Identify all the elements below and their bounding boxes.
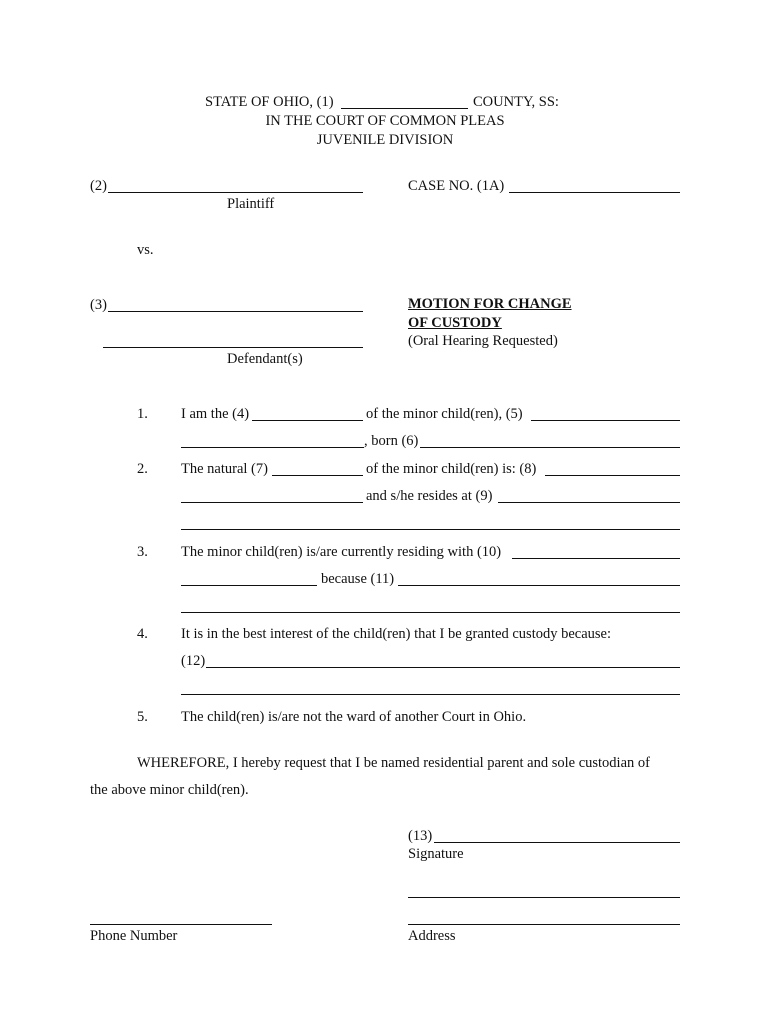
item2-text-c: and s/he resides at (9)	[366, 488, 493, 504]
plaintiff-field[interactable]	[108, 192, 363, 193]
best-interest-field[interactable]	[206, 667, 680, 668]
item3-text-a: The minor child(ren) is/are currently residing with (10)	[181, 544, 502, 560]
motion-subtitle: (Oral Hearing Requested)	[408, 333, 558, 349]
signature-number: (13)	[408, 828, 433, 844]
address-label: Address	[408, 928, 456, 944]
reason-field-2[interactable]	[181, 612, 680, 613]
case-no-label: CASE NO. (1A)	[408, 178, 505, 194]
state-suffix: COUNTY, SS:	[473, 94, 559, 110]
item5-text-a: The child(ren) is/are not the ward of another Court in Ohio.	[181, 709, 527, 725]
wherefore-line1: WHEREFORE, I hereby request that I be named residential parent and sole custodian of	[137, 755, 650, 771]
phone-label: Phone Number	[90, 928, 178, 944]
phone-field[interactable]	[90, 924, 272, 925]
residence-field[interactable]	[498, 502, 680, 503]
division-name: JUVENILE DIVISION	[316, 132, 454, 148]
plaintiff-number: (2)	[90, 178, 107, 194]
current-residence-field-2[interactable]	[181, 585, 317, 586]
versus-text: vs.	[137, 242, 154, 258]
other-parent-name-field-2[interactable]	[181, 502, 363, 503]
defendant-field[interactable]	[108, 311, 363, 312]
item3-text-b: because (11)	[321, 571, 395, 587]
signature-field[interactable]	[434, 842, 680, 843]
address-field-2[interactable]	[408, 924, 680, 925]
address-field[interactable]	[408, 897, 680, 898]
birth-date-field[interactable]	[420, 447, 680, 448]
best-interest-field-2[interactable]	[181, 694, 680, 695]
item2-text-b: of the minor child(ren) is: (8)	[366, 461, 537, 477]
item-number: 4.	[137, 626, 148, 642]
item-number: 1.	[137, 406, 148, 422]
motion-title-line1: MOTION FOR CHANGE	[408, 296, 572, 312]
child-name-field[interactable]	[531, 420, 680, 421]
signature-label: Signature	[408, 846, 464, 862]
item1-text-a: I am the (4)	[181, 406, 250, 422]
item-number: 3.	[137, 544, 148, 560]
county-field[interactable]	[341, 108, 468, 109]
item4-text-a: It is in the best interest of the child(ren) that I be granted custody because:	[181, 626, 612, 642]
item1-text-c: , born (6)	[364, 433, 419, 449]
item1-text-b: of the minor child(ren), (5)	[366, 406, 523, 422]
current-residence-field[interactable]	[512, 558, 680, 559]
item4-text-b: (12)	[181, 653, 206, 669]
residence-field-2[interactable]	[181, 529, 680, 530]
wherefore-line2: the above minor child(ren).	[90, 782, 249, 798]
item-number: 5.	[137, 709, 148, 725]
reason-field[interactable]	[398, 585, 680, 586]
plaintiff-label: Plaintiff	[227, 196, 275, 212]
case-no-field[interactable]	[509, 192, 680, 193]
natural-parent-field[interactable]	[272, 475, 363, 476]
relationship-field[interactable]	[252, 420, 363, 421]
court-name: IN THE COURT OF COMMON PLEAS	[265, 113, 505, 129]
defendant-field-2[interactable]	[103, 347, 363, 348]
motion-title-line2: OF CUSTODY	[408, 315, 502, 331]
defendant-label: Defendant(s)	[227, 351, 303, 367]
item2-text-a: The natural (7)	[181, 461, 268, 477]
child-name-field-2[interactable]	[181, 447, 364, 448]
other-parent-name-field[interactable]	[545, 475, 680, 476]
item-number: 2.	[137, 461, 148, 477]
defendant-number: (3)	[90, 297, 107, 313]
state-prefix: STATE OF OHIO, (1)	[205, 94, 334, 110]
